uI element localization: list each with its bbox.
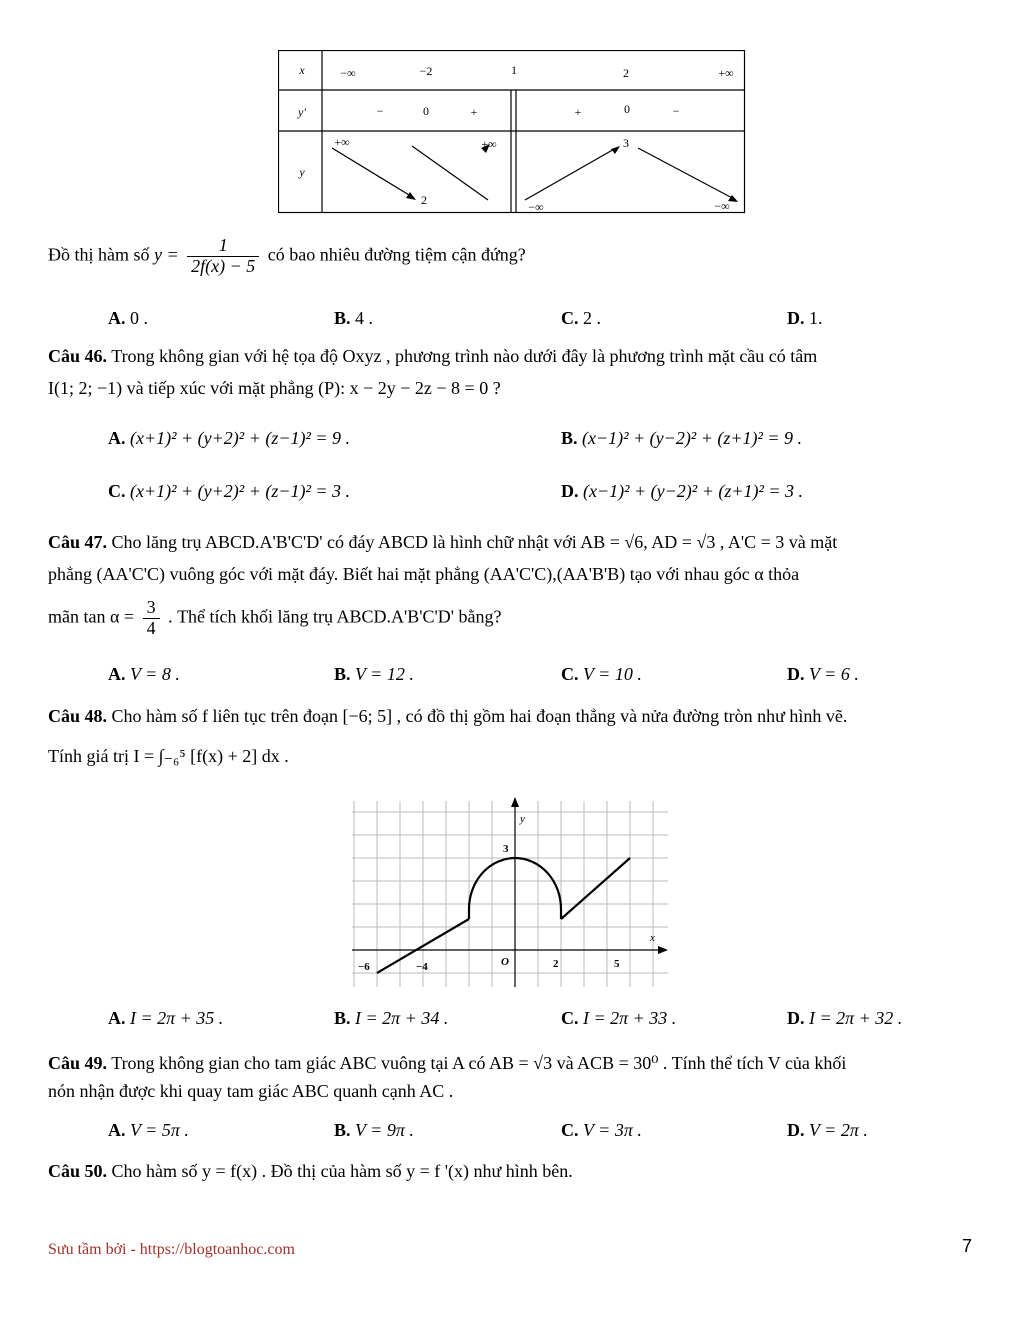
footer-source: Sưu tầm bởi - https://blogtoanhoc.com xyxy=(48,1241,295,1258)
q45-fraction: $\frac{1}{2f(x) - 5}$ xyxy=(187,236,259,277)
q48-option-a: A. I = 2π + 35 . xyxy=(108,1008,224,1028)
graph-y-axis-label: y xyxy=(520,813,525,825)
q46-option-a: A. (x+1)² + (y+2)² + (z−1)² = 9 . xyxy=(108,428,351,448)
q46-line-1: Câu 46. Trong không gian với hệ tọa độ Oxyz , phương trình nào dưới đây là phương trình mặt cầu có tâm xyxy=(48,346,818,366)
y-value: −∞ xyxy=(714,199,730,213)
q45-option-d: D. 1. xyxy=(787,308,823,328)
yp-value: − xyxy=(376,104,384,118)
yp-value: + xyxy=(470,105,478,119)
graph-y-tick: 3 xyxy=(503,843,509,855)
q48-line-2: Tính giá trị I = ∫₋₆⁵ [f(x) + 2] dx . xyxy=(48,746,289,766)
q48-option-b: B. I = 2π + 34 . xyxy=(334,1008,449,1028)
yp-value: 0 xyxy=(624,102,630,116)
q47-line-1: Câu 47. Cho lăng trụ ABCD.A'B'C'D' có đáy ABCD là hình chữ nhật với AB = √6, AD = √3 , A'C = 3 và mặt xyxy=(48,532,838,552)
yp-value: + xyxy=(574,105,582,119)
q49-option-a: A. V = 5π . xyxy=(108,1120,189,1140)
q46-option-d: D. (x−1)² + (y−2)² + (z+1)² = 3 . xyxy=(561,481,804,501)
q45-option-a: A. 0 . xyxy=(108,308,148,328)
q47-option-b: B. V = 12 . xyxy=(334,664,414,684)
yp-row-label: y' xyxy=(298,105,306,119)
page-number: 7 xyxy=(962,1236,973,1256)
graph-x-tick: 2 xyxy=(553,958,559,970)
q47-option-c: C. V = 10 . xyxy=(561,664,642,684)
q46-option-c: C. (x+1)² + (y+2)² + (z−1)² = 3 . xyxy=(108,481,351,501)
y-value: 2 xyxy=(421,193,427,207)
y-value: +∞ xyxy=(334,135,350,149)
q49-line-1: Câu 49. Trong không gian cho tam giác ABC vuông tại A có AB = √3 và ACB = 30⁰ . Tính thể tích V của khối xyxy=(48,1053,847,1073)
y-value: −∞ xyxy=(528,200,544,214)
q50-line-1: Câu 50. Cho hàm số y = f(x) . Đồ thị của hàm số y = f '(x) như hình bên. xyxy=(48,1161,573,1181)
q48-option-c: C. I = 2π + 33 . xyxy=(561,1008,677,1028)
yp-value: − xyxy=(672,104,680,118)
q47-option-d: D. V = 6 . xyxy=(787,664,859,684)
x-row-label: x xyxy=(299,63,305,77)
q49-option-c: C. V = 3π . xyxy=(561,1120,642,1140)
q49-option-b: B. V = 9π . xyxy=(334,1120,414,1140)
q48-line-1: Câu 48. Cho hàm số f liên tục trên đoạn [−6; 5] , có đồ thị gồm hai đoạn thẳng và nửa đường tròn như hình vẽ. xyxy=(48,706,848,726)
graph-x-tick: −6 xyxy=(358,961,370,973)
y-value: 3 xyxy=(623,136,629,150)
x-value: 1 xyxy=(511,63,517,77)
q45-stem: Đồ thị hàm số y = $\frac{1}{2f(x) - 5}$ có bao nhiêu đường tiệm cận đứng? xyxy=(48,235,526,276)
q48-option-d: D. I = 2π + 32 . xyxy=(787,1008,903,1028)
graph-x-axis-label: x xyxy=(650,932,655,944)
q49-option-d: D. V = 2π . xyxy=(787,1120,868,1140)
q47-line-3: mãn tan α = $\frac{3}{4}$ . Thể tích khối lăng trụ ABCD.A'B'C'D' bằng? xyxy=(48,597,502,638)
graph-x-tick: −4 xyxy=(416,961,428,973)
q46-option-b: B. (x−1)² + (y−2)² + (z+1)² = 9 . xyxy=(561,428,803,448)
x-value: 2 xyxy=(623,66,629,80)
q47-line-2: phẳng (AA'C'C) vuông góc với mặt đáy. Biết hai mặt phẳng (AA'C'C),(AA'B'B) tạo với nhau góc α thỏa xyxy=(48,564,800,584)
y-value: +∞ xyxy=(481,137,497,151)
y-row-label: y xyxy=(299,165,305,179)
yp-value: 0 xyxy=(423,104,429,118)
q48-graph xyxy=(350,795,672,991)
graph-origin: O xyxy=(501,956,509,968)
q49-line-2: nón nhận được khi quay tam giác ABC quanh cạnh AC . xyxy=(48,1081,454,1101)
variation-table xyxy=(278,50,746,215)
q47-option-a: A. V = 8 . xyxy=(108,664,180,684)
graph-x-tick: 5 xyxy=(614,958,620,970)
x-value: −2 xyxy=(419,64,433,78)
x-value: +∞ xyxy=(718,66,734,80)
q47-fraction: $\frac{3}{4}$ xyxy=(143,598,160,639)
q45-option-c: C. 2 . xyxy=(561,308,601,328)
q46-line-2: I(1; 2; −1) và tiếp xúc với mặt phẳng (P): x − 2y − 2z − 8 = 0 ? xyxy=(48,378,501,398)
q45-option-b: B. 4 . xyxy=(334,308,374,328)
x-value: −∞ xyxy=(340,66,356,80)
